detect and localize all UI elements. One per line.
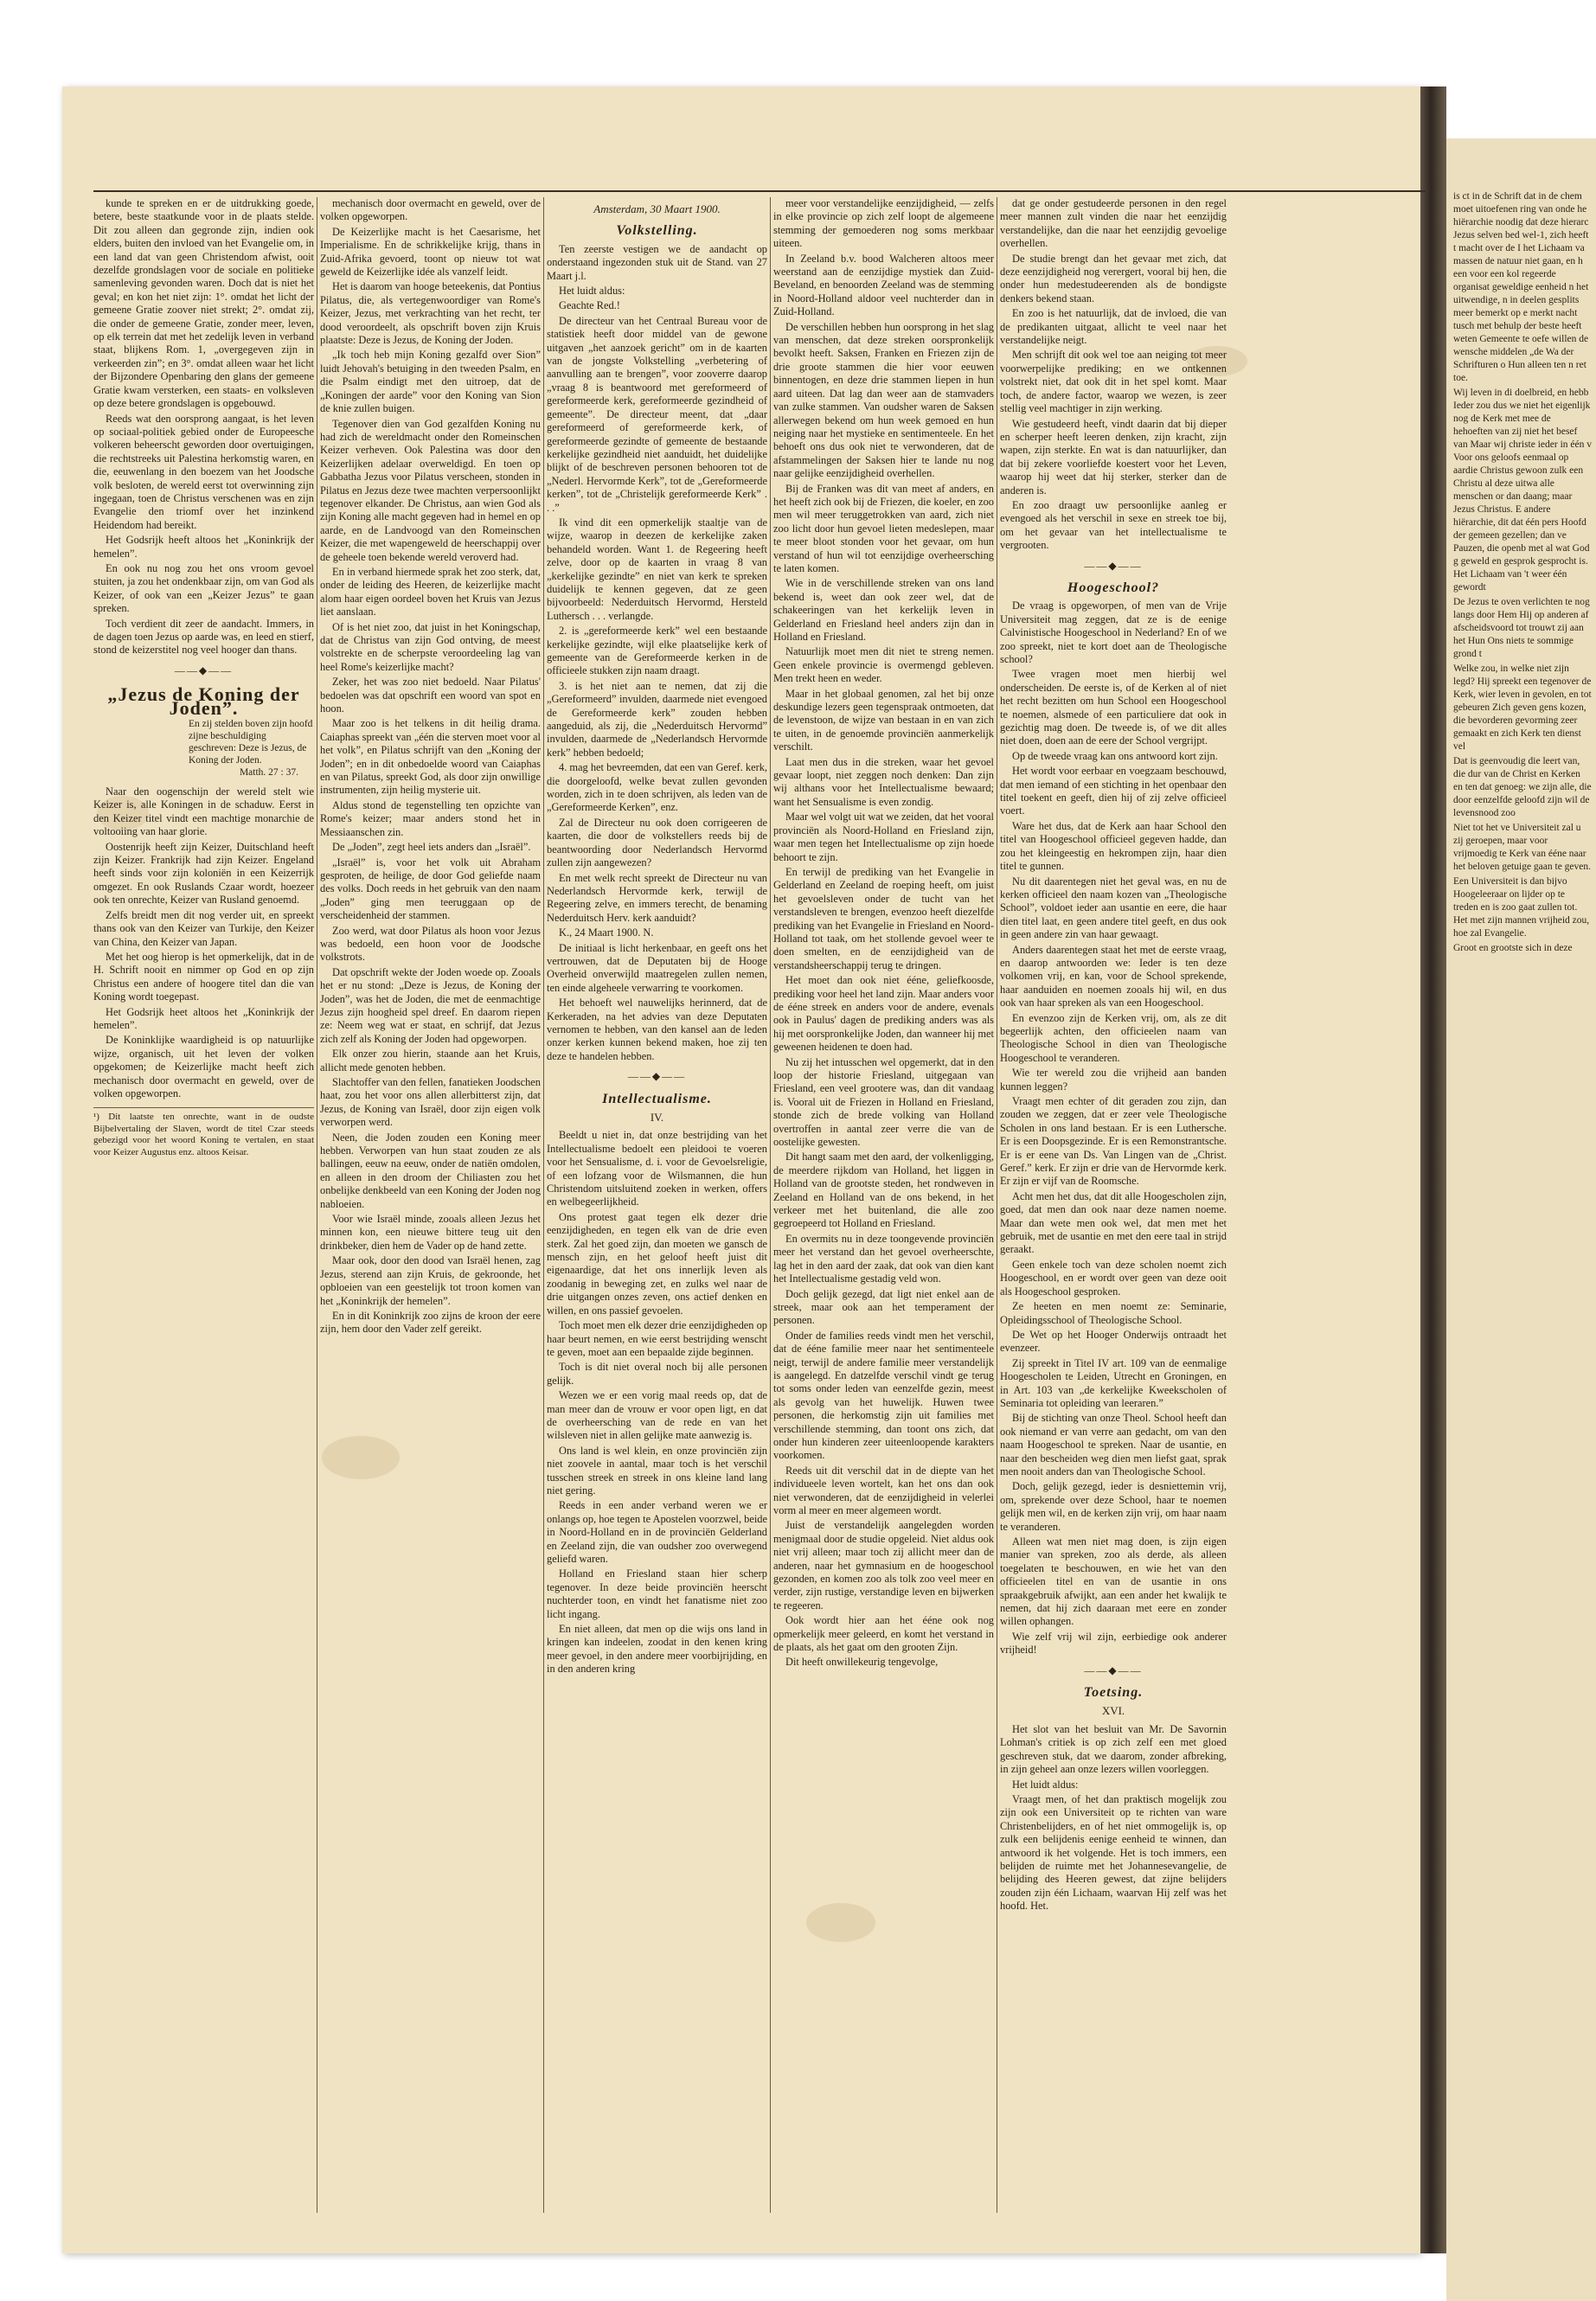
paragraph: Bij de stichting van onze Theol. School heeft dan ook niemand er van verre aan gedacht, om van den naam Hoogeschool te spreken. Naar de usantie, en naar den bescheiden weg dien men liefst gaat, sprak men nooit anders dan van Theologische School. [1000,1412,1227,1477]
paragraph: En zoo is het natuurlijk, dat de invloed, die van de predikanten uitgaat, allicht te veel naar het verstandelijke neigt. [1000,307,1227,347]
paragraph: Aldus stond de tegenstelling ten opzichte van Rome's keizer; maar anders stond het in Messiaanschen zin. [320,798,541,838]
paragraph: Groot en grootste sich in deze [1453,943,1573,953]
paragraph: Zal de Directeur nu ook doen corrigeeren de kaarten, die door de volkstellers reeds bij de beantwoording door Nederlandsch Hervormd zullen zijn aangewezen? [547,816,767,869]
paragraph: En met welk recht spreekt de Directeur nu van Nederlandsch Hervormde kerk, terwijl de Regeering zelve, en immers terecht, de benaming Nederduitsch Herv. kerk aanduidt? [547,871,767,924]
paragraph: K., 24 Maart 1900. N. [559,926,654,939]
paragraph: Doch gelijk gezegd, dat ligt niet enkel aan de streek, maar ook aan het temperament der personen. [773,1287,994,1327]
article-part-number: XVI. [1101,1704,1125,1718]
paragraph: En niet alleen, dat men op die wijs ons land in kringen kan indeelen, zoodat in den kenen kring meer gevoel, in den andere meer voorbijrijding, en in den anderen kring [547,1623,767,1676]
paragraph: Maar wel volgt uit wat we zeiden, dat het vooral provinciën als Noord-Holland en Friesland zijn, waar men tegen het Intellectualisme op zijn hoede behoort te zijn. [773,811,994,863]
paragraph: Vraagt men, of het dan praktisch mogelijk zou zijn ook een Universiteit op te richten van ware Christenbelijders, en of het niet ommogelijk is, op zulk een belijdenis eenige eenheid te winnen, dan antwoord ik het volgende. Het is toch immers, een belijden de ruimte met het Johannesevangelie, de belijding des Heeren gewest, dat zijne belijders zouden zijn één Lichaam, waarvan Hij zelf was het hoofd. Het. [1000,1792,1227,1913]
motto-text: En zij stelden boven zijn hoofd zijne beschuldiging geschreven: Deze is Jezus, de Koning der Joden. [189,719,313,766]
paragraph: Zelfs breidt men dit nog verder uit, en spreekt thans ook van den Keizer van Turkije, den Keizer van China, den Keizer van Japan. [93,908,314,948]
column-divider [543,197,544,2213]
top-rule [93,190,1426,192]
paragraph: Reeds in een ander verband weren we er onlangs op, hoe tegen te Apostelen voorzwel, beide in Noord-Holland en in de provinciën Gelderland en Zeeland zijn, die van oudsher zoo overwegend geliefd waren. [547,1499,767,1565]
paragraph: Tegenover dien van God gezalfden Koning nu had zich de wereldmacht onder den Romeinschen Keizer verheven. Ook Palestina was door den Keizerlijken adelaar overweldigd. En toen op Gabbatha Jezus voor Pilatus verscheen, stonden in Pilatus en Jezus deze twee machten verpersoonlijkt tegenover elkander. De Christus, aan wien God als zijn Koning alle macht gegeven had in hemel en op aarde, en de Landvoogd van den Romeinschen Keizer, die met wapengeweld de heerschappij over de geheele toen bekende wereld veroverd had. [320,417,541,563]
paragraph: „Israël” is, voor het volk uit Abraham gesproten, de heilige, de door God geliefde naam des volks. Doch reeds in het gebruik van den naam „Joden” ging men teeruggaan op de verscheidenheid der stammen. [320,856,541,922]
column-2 [320,197,541,2213]
column-5 [1000,197,1227,2213]
paragraph: Toch moet men elk dezer drie eenzijdigheden op haar beurt nemen, en wie eerst bestrijding wenscht te geven, moet aan een bepaalde zijde beginnen. [547,1319,767,1358]
paragraph: En terwijl de prediking van het Evangelie in Gelderland en Zeeland de roeping heeft, om juist het gevoelsleven onder de tucht van het verstandsleven te brengen, evenzoo heeft diezelfde prediking van het Evangelie in Friesland en Noord-Holland tot taak, om het stollende gevoel weer te doen smelten, en de eenzijdigheid van de verstandsheerschappij terug te dringen. [773,865,994,971]
paragraph: kunde te spreken en er de uitdrukking goede, betere, beste staatkunde voor in de plaats stelde. Dit zou alleen dan gegronde zijn, indien ook elders, buiten den invloed van het Evangelie om, in een land dat van geen Christendom afwist, ooit dezelfde grondslagen voor de sociale en politieke samenleving gevonden waren. Doch dat is niet het geval; en kon het niet zijn: 1°. omdat het licht der gemeene Gratie zoover niet strekt; 2°. omdat zij, die onder de gemeene Gratie, zonder meer, leven, op elk terrein dat met het zedelijk leven in verband staat, blijkens Rom. 1, „overgegeven zijn in verkeerden zin”; en 3°. omdat alleen waar het licht der Bijzondere Openbaring den glans der gemeene Gratie kwam versterken, een staats- en volksleven op deze betere grondslagen is opgebouwd. [93,197,314,410]
paragraph: Zeker, het was zoo niet bedoeld. Naar Pilatus' bedoelen was dat opschrift een woord van spot en hoon. [320,676,541,715]
paragraph: En overmits nu in deze toongevende provinciën meer het verstand dan het gevoel overheerschte, lag het in den aard der zaak, dat ook van dien kant het Intellectualisme gestadig veld won. [773,1232,994,1285]
paragraph: Maar in het globaal genomen, zal het bij onze deskundige lezers geen tegenspraak ontmoeten, dat de levenstoon, de wijze van bestaan in en van zich te uiten, in de genoemde provinciën aanmerkelijk verschilt. [773,687,994,753]
paragraph: Met het oog hierop is het opmerkelijk, dat in de H. Schrift nooit en nimmer op God en op zijn Christus een andere of hoogere titel dan die van Koning wordt toegepast. [93,950,314,1003]
paragraph: Het moet dan ook niet ééne, geliefkoosde, prediking voor heel het land zijn. Maar anders voor de ééne streek en anders voor de andere, evenals ook in Paulus' dagen de prediking anders was als hij met oorspronkelijke Joden, dan wanneer hij met geweenen heidenen te doen had. [773,974,994,1054]
paragraph: Het Godsrijk heeft altoos het „Koninkrijk der hemelen”. [93,534,314,560]
paragraph: Het luidt aldus: [1012,1778,1079,1791]
paragraph: De directeur van het Centraal Bureau voor de statistiek heeft door middel van de gewone uitgaven „het aanzoek gericht” om in de kaarten van de jongste Volkstelling „verbetering of aanvulling aan te brengen”, voor zooverre daarop „vraag 8 is beantwoord met gereformeerd of gereformeerde kerk, gereformeerde gezindheid of gemeente”. De directeur meent, dat „daar gereformeerd of gereformeerde kerk, of gereformeerde gezindte of gemeente de bestaande kerkelijke gezindheid niet aanduidt, het duidelijke blijkt of de beschreven personen behooren tot de „Nederl. Hervormde Kerk”, tot de „Gereformeerde kerken”, tot de „Christelijk gereformeerde Kerk” . . .” [547,314,767,514]
paragraph: Elk onzer zou hierin, staande aan het Kruis, allicht mede genoten hebben. [320,1048,541,1074]
paragraph: Het is daarom van hooge beteekenis, dat Pontius Pilatus, die, als vertegenwoordiger van Rome's Keizer, Jezus, met verkrachting van het recht, ter dood veroordeelt, als opschrift boven zijn Kruis plaatste: Deze is Jezus, de Koning der Joden. [320,280,541,347]
paragraph: De studie brengt dan het gevaar met zich, dat deze eenzijdigheid nog verergert, vooral bij hen, die onder hun medestudeerenden als de bondigste denkers bekend staan. [1000,252,1227,304]
paragraph: 4. mag het bevreemden, dat een van Geref. kerk, die doorgeloofd, welke bevat zullen gevonden worden, zich in te doen schrijven, als leden van de „Gereformeerde Kerken”, enz. [547,761,767,814]
article-title-toetsing: Toetsing. [1083,1685,1144,1701]
paragraph: 2. is „gereformeerde kerk” wel een bestaande kerkelijke gezindte, wijl elke plaatselijke kerk of gemeente van de Gereformeerde kerken in de officieele stukken zijn naam draagt. [547,625,767,677]
paragraph: In Zeeland b.v. bood Walcheren altoos meer weerstand aan de eenzijdige mystiek dan Zuid-Beveland, en benoorden Zeeland was de stemming in Noord-Holland aldoor veel nuchterder dan in Zuid-Holland. [773,252,994,318]
column-divider [770,197,771,2213]
paragraph: Wie gestudeerd heeft, vindt daarin dat bij dieper en scherper heeft leeren denken, zijn kracht, zijn wapen, zijn sterkte. En wat is dan natuurlijker, dan dat bij zekere voorliefde koestert voor het Leven, waarop hij weet dat hij sterker, sterker dan de anderen is. [1000,417,1227,497]
paragraph: Doch, gelijk gezegd, ieder is desniettemin vrij, om, sprekende over deze School, haar te noemen gelijk men wil, en de kerken zijn vrij, om haar naam te veranderen. [1000,1480,1227,1533]
paragraph: De Koninklijke waardigheid is op natuurlijke wijze, organisch, uit het leven der volken opgekomen; de Keizerlijke macht heeft zich mechanisch door overmacht en geweld, over de volken opgeworpen. [93,1034,314,1099]
paragraph: Dat opschrift wekte der Joden woede op. Zooals het er nu stond: „Deze is Jezus, de Koning der Joden”, was het de Joden, die met de eenmachtige Jezus zijn hoogheid spel dreef. En daarom riepen ze: Neem weg wat er staat, en schrijf, dat Jezus zich zelf als Koning der Joden had opgeworpen. [320,965,541,1045]
paragraph: Ten zeerste vestigen we de aandacht op onderstaand ingezonden stuk uit de Stand. van 27 Maart j.l. [547,242,767,282]
paragraph: Het behoeft wel nauwelijks herinnerd, dat de Kerkeraden, na het advies van deze Deputaten vernomen te hebben, van den kansel aan de leden onzer kerken kunnen bekend maken, hoe zij ten deze te handelen hebben. [547,997,767,1062]
paragraph: Vraagt men echter of dit geraden zou zijn, dan zouden we zeggen, dat er zeer vele Theologische Scholen in ons land bestaan. Er is een Luthersche. Er is een Doopsgezinde. Er is een Remonstrantsche. Er is er eene van Ds. Van Lingen van de „Christ. Geref.” kerk. Er zijn er drie van de Hervormde kerk. Er zijn er vijf van de Roomsche. [1000,1095,1227,1188]
paragraph: Onder de families reeds vindt men het verschil, dat de ééne familie meer naar het sentimenteele neigt, terwijl de andere familie meer verstandelijk is aangelegd. En datzelfde verschil vindt ge terug tot soms onder leden van eenzelfde gezin, meest als gevolg van het huwelijk. Huwen twee personen, die herkomstig zijn uit families met verschillende stemming, dan toont ons zich, dat onder hun kinderen zeer uiteenloopende karakters voorkomen. [773,1329,994,1462]
paragraph: Ons land is wel klein, en onze provinciën zijn niet zoovele in aantal, maar toch is het verschil tusschen streek en streek in ons kleine land lang niet gering. [547,1444,767,1497]
paragraph: Men schrijft dit ook wel toe aan neiging tot meer voorwerpelijke prediking; en we ontkennen volstrekt niet, dat ook dit in het spel komt. Maar toch, de andere factor, waarop we wezen, is zeer stellig veel machtiger in zijn werking. [1000,349,1227,415]
paragraph: Naar den oogenschijn der wereld stelt wie Keizer is, alle Koningen in de schaduw. Eerst in den Keizer titel vindt een machtige monarchie de voltooiing van haar glorie. [93,785,314,838]
adjacent-page-edge [1446,138,1596,2301]
paragraph: Een Universiteit is dan bijvo Hoogeleeraar on lijder op te treden en is zoo gaat zullen tot. Het met zijn mannen vrijheid zou, hoe zal Evangelie. [1453,876,1590,939]
paragraph: De vraag is opgeworpen, of men van de Vrije Universiteit mag zeggen, dat ze is de eenige Calvinistische Hoogeschool in Nederland? En of we zoo spreekt, niet te kort doet aan de Theologische school? [1000,599,1227,665]
paragraph: Acht men het dus, dat dit alle Hoogescholen zijn, goed, dat men dan ook naar deze namen noeme. Maar dan wete men ook wel, dat men met het gebruik, met de usantie en met den eere taal in strijd geraakt. [1000,1189,1227,1256]
paragraph: Of is het niet zoo, dat juist in het Koningschap, dat de Christus van zijn God ontving, de meest volstrekte en de scherpste veroordeeling lag van heel Rome's keizerlijke macht? [320,620,541,673]
article-motto [189,718,314,779]
paragraph: Oostenrijk heeft zijn Keizer, Duitschland heeft zijn Keizer. Frankrijk had zijn Keizer. Engeland heeft sinds voor zijn koloniën in een Keizerrijk omgezet. En ook Ruslands Czaar wordt, hoezeer ook ten onrechte, Keizer van Rusland genoemd. [93,840,314,907]
paragraph: De initiaal is licht herkenbaar, en geeft ons het vertrouwen, dat de Deputaten bij de Hooge Overheid onverwijld maatregelen zullen nemen, ten einde algeheele verwarring te voorkomen. [547,941,767,994]
section-divider: ——◆—— [174,663,234,676]
paragraph: Het wordt voor eerbaar en voegzaam beschouwd, dat men iemand of een stichting in het openbaar den titel toekent en geeft, dien hij of zij zelve officieel voert. [1000,765,1227,817]
motto-reference: Matth. 27 : 37. [239,767,298,779]
paragraph: Het Godsrijk heet altoos het „Koninkrijk der hemelen”. [93,1005,314,1031]
paragraph: Toch is dit niet overal noch bij alle personen gelijk. [547,1361,767,1387]
article-title-hoogeschool: Hoogeschool? [1067,580,1160,595]
article-part-number: IV. [650,1111,664,1124]
paragraph: En ook nu nog zou het ons vroom gevoel stuiten, ja zou het ondenkbaar zijn, om van God als Keizer, of ook van een „Keizer Jezus” te gaan spreken. [93,561,314,615]
book-gutter [1420,87,1446,2253]
paragraph: Wezen we er een vorig maal reeds op, dat de man meer dan de vrouw er voor open ligt, en dat de overheersching van de rede en van het wilsleven niet in allen gelijke mate aanwezig is. [547,1389,767,1442]
paragraph: Het luidt aldus: [559,285,625,298]
paragraph: 3. is het niet aan te nemen, dat zij die „Gereformeerd” invulden, daarmede niet evengoed de Gereformeerde kerk” zouden hebben aangeduid, als zij, die „Nederduitsch Hervormd” invulden, daarmede de „Nederlandsch Hervormde kerk” hebben bedoeld; [547,679,767,759]
paragraph: Ons protest gaat tegen elk dezer drie eenzijdigheden, en tegen elk van de drie even sterk. Zal het goed zijn, dan moeten we gansch de mensch zijn, en het geloof heeft juist dit eigenaardige, dat het ons innerlijk leven als zoodanig in beweging zet, en zulks wel naar de drie uitgangen onzes zeven, ons actief denken en willen, en ons passief gevoelen. [547,1210,767,1317]
paragraph: Niet tot het ve Universiteit zal u zij geroepen, maar voor vrijmoedig te Kerk van ééne naar het beloven getuige gaan te geven. [1453,823,1592,872]
paragraph: Toch verdient dit zeer de aandacht. Immers, in de dagen toen Jezus op aarde was, en leed en stierf, stond de keizerstitel nog veel hooger dan thans. [93,617,314,657]
paragraph: Maar ook, door den dood van Israël henen, zag Jezus, sterend aan zijn Kruis, de gekroonde, het opbloeien van een geestelijk tot troon komen van het „Koninkrijk der hemelen”. [320,1254,541,1307]
adjacent-page-column [1453,190,1592,957]
paragraph: dat ge onder gestudeerde personen in den regel meer mannen zult vinden die naar het eenzijdig verstandelijke, dan die naar het eenzijdig gevoelige overhellen. [1000,197,1227,250]
paragraph: Anders daarentegen staat het met de eerste vraag, en daarop antwoorden we: Ieder is ten deze volkomen vrij, en kan, voor de School sprekende, haar aanduiden en noemen zooals hij wil, en dus ook van haar spreken als van een Hoogeschool. [1000,943,1227,1009]
section-divider: ——◆—— [627,1070,687,1083]
article-title-volkstelling: Volkstelling. [616,223,698,239]
paragraph: Wie ter wereld zou die vrijheid aan banden kunnen leggen? [1000,1067,1227,1093]
paragraph: Beeldt u niet in, dat onze bestrijding van het Intellectualisme bedoelt een pleidooi te voeren voor het Sensualisme, d. i. voor de Gevoelsreligie, of een lofzang voor de Wilsmannen, die hun Christendom uitsluitend zoeken in werken, offers en welbegeerlijkheid. [547,1129,767,1208]
paragraph: Wie in de verschillende streken van ons land bekend is, weet dan ook zeer wel, dat de schakeeringen van het kerkelijk leven in Gelderland en Friesland heel anders zijn dan in Holland en Friesland. [773,577,994,643]
paragraph: En in dit Koninkrijk zoo zijns de kroon der eere zijn, hem door den Vader zelf gereikt. [320,1309,541,1336]
paragraph: Ik vind dit een opmerkelijk staaltje van de wijze, waarop in deezen de kerkelijke zaken behandeld worden. Want 1. de Regeering heeft zelve, door op de kaarten in vraag 8 van „kerkelijke gezindte” en niet van kerk te spreken duidelijk te kennen gegeven, dat ze geen bijvoorbeeld: Nederduitsch Hervormd, Hersteld Luthersch . . . verlangde. [547,516,767,622]
paragraph: Voor wie Israël minde, zooals alleen Jezus het minnen kon, een nieuwe bittere teug uit den drinkbeker, dien hem de Vader op de hand zette. [320,1213,541,1252]
paragraph: De Keizerlijke macht is het Caesarisme, het Imperialisme. En de schrikkelijke krijg, thans in Zuid-Afrika gevoerd, toont op nieuw tot wat geweld de Keizerlijke idée als vanzelf leidt. [320,225,541,279]
paragraph: Juist de verstandelijk aangelegden worden menigmaal door de studie opgeleid. Niet aldus ook niet vrij alleen; maar toch zij allicht meer dan de anderen, naar het gymnasium en de hoogeschool gezonden, en komen zoo als tolk zoo veel meer en verder, zijn rustige, verstandige leven en bijwerken te regeeren. [773,1519,994,1612]
paragraph: Reeds uit dit verschil dat in de diepte van het individueele leven wortelt, kan het ons dan ook niet verwonderen, dat de eenzijdigheid in velerlei vorm al meer en meer algemeen wordt. [773,1464,994,1516]
paragraph: Natuurlijk moet men dit niet te streng nemen. Geen enkele provincie is overmengd gebleven. Men trekt heen en weder. [773,645,994,685]
paragraph: mechanisch door overmacht en geweld, over de volken opgeworpen. [320,197,541,223]
paragraph: Het slot van het besluit van Mr. De Savornin Lohman's critiek is op zich zelf een met gloed geschreven stuk, dat we daarom, zonder afbreking, in zijn geheel aan onze lezers willen voorleggen. [1000,1722,1227,1776]
paragraph: Nu zij het intusschen wel opgemerkt, dat in den loop der historie Friesland, uitgegaan van Friesland, een veel grootere was, dan dit vandaag is. Vooral uit de Friezen in Holland en Friesland, stonde zich de brede volking van Holland overtroffen in aantal zeer verre die van de oostelijke gewesten. [773,1055,994,1149]
paragraph: meer voor verstandelijke eenzijdigheid, — zelfs in elke provincie op zich zelf loopt de algemeene stemming der gemoederen nog soms merkbaar uiteen. [773,197,994,250]
paragraph: Ware het dus, dat de Kerk aan haar School den titel van Hoogeschool officieel gegeven hadde, dan zou het kleingeestig en hekrompen zijn, haar dien titel te gunnen. [1000,819,1227,873]
paragraph: Dit heeft onwillekeurig tengevolge, [785,1656,939,1669]
section-divider: ——◆—— [1084,559,1143,572]
column-3 [547,197,767,2213]
paragraph: Zoo werd, wat door Pilatus als hoon voor Jezus was bedoeld, een hoon voor de Joodsche volkstrots. [320,924,541,964]
paragraph: Op de tweede vraag kan ons antwoord kort zijn. [1012,749,1218,762]
paragraph: En in verband hiermede sprak het zoo sterk, dat, onder de leiding des Heeren, de keizerlijke macht alom haar eigen oordeel boven het Kruis van Jezus liet aanslaan. [320,565,541,619]
paragraph: Laat men dus in die streken, waar het gevoel gevaar loopt, niet zeggen noch denken: Dan zijn wij althans voor het Intellectualisme bewaard; want het Sensualisme is even zondig. [773,755,994,808]
paragraph: is ct in de Schrift dat in de chem moet uitoefenen ring van onde he hiërarchie noodig dat deze hierarc Jezus selven bed wel-1, zich heeft t macht over de I het Lichaam va massen de natuur niet gaan, en h een voor een kol regeerde organisat geweldige eenheid n het uitwendige, n in deelen gesplits meer bemerkt op e merkt nacht tusch met behulp der beste heeft weten Gemeente te oefe willen de wensche middelen „de Wa der Schrifturen o Hun alleen ten n ret toe. [1453,191,1589,383]
paragraph: „Ik toch heb mijn Koning gezalfd over Sion” luidt Jehovah's betuiging in den tweeden Psalm, en die Psalm eindigt met den uitroep, dat de „Koningen der aarde” voor den Koning van Sion de knie zullen buigen. [320,349,541,415]
paragraph: Wij leven in di doelbreid, en hebb Ieder zou dus we niet het eigenlijk nog de Kerk met mee de hehoeften van zij niet het besef van Maar wij christe ieder in één v Voor ons geloofs eenmaal op aardie Christus gewoon zulk een Christu al deze uitwa alle menschen or dan daang; maar Jezus Christus. E andere hiërarchie, dit dat één pers Hoofd der gemeen gezellen; dan ve Pauzen, die openb met al wat God g geweld en gesprok gesprocht is. Het Lichaam van 't weer één gewordt [1453,388,1592,593]
paragraph: En evenzoo zijn de Kerken vrij, om, als ze dit begeerlijk achten, den officieelen naam van Theologische School in dien van Theologische Hoogeschool te veranderen. [1000,1011,1227,1064]
paragraph: Ze heeten en men noemt ze: Seminarie, Opleidingsschool of Theologische School. [1000,1300,1227,1326]
paragraph: Dit hangt saam met den aard, der volkenligging, de meerdere rijkdom van Holland, het liggen in Holland van de grootste steden, het rondweven in Zeeland en Holland van de ons bekend, in het verkeer met het buitenland, die alle zoo gegroepeerd tot Holland en Friesland. [773,1150,994,1230]
article-title-jezus: „Jezus de Koning der Joden”. [107,683,300,719]
paragraph: Geachte Red.! [559,299,620,312]
paragraph: De Wet op het Hooger Onderwijs ontraadt het evenzeer. [1000,1328,1227,1355]
paragraph: Alleen wat men niet mag doen, is zijn eigen manier van spreken, zoo als derde, als alleen toegelaten te beschouwen, en wie het van den officieelen titel en van de usantie in ons spraakgebruik afwijkt, aan een ander het kwalijk te nemen, dat hij zich daaraan met eere en zonder willen ophangen. [1000,1535,1227,1628]
paragraph: En zoo draagt uw persoonlijke aanleg er evengoed als het verschil in sexe en streek toe bij, om het gevaar van het intellectualisme te vergrooten. [1000,498,1227,552]
paragraph: Holland en Friesland staan hier scherp tegenover. In deze beide provinciën heerscht nuchterder toon, en vindt het fanatisme niet zoo licht ingang. [547,1567,767,1620]
paragraph: Geen enkele toch van deze scholen noemt zich Hoogeschool, en er wordt over geen van deze ooit als Hoogeschool gesproken. [1000,1258,1227,1298]
section-divider: ——◆—— [1084,1663,1143,1676]
paragraph: De „Joden”, zegt heel iets anders dan „Israël”. [332,841,531,854]
paragraph: Nu dit daarentegen niet het geval was, en nu de kerken officieel den naam kozen van „Theologische School”, voldoet ieder aan usantie en eere, die haar dien titel laat, en geen andere titel geeft, en dus ook in geen andere zin van haar gewaagt. [1000,875,1227,941]
paragraph: Bij de Franken was dit van meet af anders, en het heeft zich ook bij de Friezen, die koeler, en zoo men wil meer teruggetrokken van aard, zich niet zoo licht door hun gevoel lieten medeslepen, maar te meer bloot stonden voor het gevaar, om hun verstand of hun wil tot eenzijdige overheersching te laten komen. [773,482,994,574]
article-title-intellectualisme: Intellectualisme. [602,1091,712,1106]
paragraph: Ook wordt hier aan het ééne ook nog opmerkelijk meer geleerd, en komt het verstand in de plaats, als het gaat om den grooten Zijn. [773,1614,994,1654]
paragraph: Twee vragen moet men hierbij wel onderscheiden. De eerste is, of de Kerken al of niet het recht bezitten om hun School een Hoogeschool te noemen, alsmede of een particuliere dat ook in gezichtig mag doen. De tweede is, of we dit alles niet doen, doen aan de eere der School vergrijpt. [1000,668,1227,747]
paragraph: Maar zoo is het telkens in dit heilig drama. Caiaphas spreekt van „één die sterven moet voor al het volk”, en Pilatus schrijft van den „Koning der Joden”; en in dit onbedoelde woord van Caiaphas en van Pilatus, spreekt God, als door zijn onwillige instrumenten, zijn heilig mysterie uit. [320,717,541,797]
paragraph: Dat is geenvoudig die leert van, die dur van de Christ en Kerken en ten dat genoeg: we zijn alle, die door eenzelfde geloofd zijn wil de levensnood zoo [1453,756,1592,818]
paragraph: De verschillen hebben hun oorsprong in het slag van menschen, dat deze streken oorspronkelijk bevolkt heeft. Saksen, Franken en Friezen zijn de drie groote stammen die hier voor eeuwen binnentogen, en deze drie stammen liepen in hun aard uiteen. Dat lag dan weer aan de stamvaders van zulke stammen. Van oudsher waren de Saksen allerwegen bekend om hun week gemoed en hun neiging naar het mystieke en sentimenteele. En het behoeft ons dus ook niet te verwonderen, dat de afstammelingen der Saksen hier te lande nu nog naar gelijke eenzijdigheid overhellen. [773,320,994,480]
column-1 [93,197,314,2213]
paragraph: Slachtoffer van den fellen, fanatieken Joodschen haat, zou het voor ons allen allerbitterst zijn, dat Jezus, de Koning van Israël, door zijn eigen volk verworpen werd. [320,1076,541,1129]
paragraph: Neen, die Joden zouden een Koning meer hebben. Verworpen van hun staat zouden ze als ballingen, eeuw na eeuw, onder de natiën omdolen, en alleen in den droom der Chiliasten zou het onbelijke denkbeeld van een Koning der Joden nog nabloeien. [320,1131,541,1210]
paragraph: Reeds wat den oorsprong aangaat, is het leven op sociaal-politiek gebied onder de Europeesche volkeren beheerscht geworden door overtuigingen, die rechtstreeks uit Palestina herkomstig waren, en die, eeuwenlang in den boezem van het Joodsche volk besloten, de wereld eerst tot overwinning zijn ingegaan, toen de Christus verschenen was en zijn Evangelie den triomf over het inzinkend Heidendom had bereikt. [93,412,314,531]
paragraph: Wie zelf vrij wil zijn, eerbiedige ook anderer vrijheid! [1000,1630,1227,1657]
paragraph: De Jezus te oven verlichten te nog langs door Hem Hij op anderen af afscheidsvoord tot trouwt zij aan het Hun Ons niets te sommige grond t [1453,597,1590,659]
paragraph: Zij spreekt in Titel IV art. 109 van de eenmalige Hoogescholen te Leiden, Utrecht en Groningen, en in Art. 103 van „de kerkelijke Kweekscholen of Seminaria tot opleiding van leeraren.” [1000,1356,1227,1409]
paragraph: Welke zou, in welke niet zijn legd? Hij spreekt een tegenover de Kerk, wier leven in gevolen, en tot gebeuren Zich geven gens kozen, die bevorderen gevorming zeer gemaakt en zich Kerk ten dienst vel [1453,663,1592,752]
dateline: Amsterdam, 30 Maart 1900. [593,202,721,215]
column-4 [773,197,994,2213]
footnote: ¹) Dit laatste ten onrechte, want in de oudste Bijbelvertaling der Slaven, wordt de titel Czar steeds gebezigd voor het woord Koning te vertalen, en staat voor Keizer Augustus enz. altoos Keisar. [93,1107,314,1158]
